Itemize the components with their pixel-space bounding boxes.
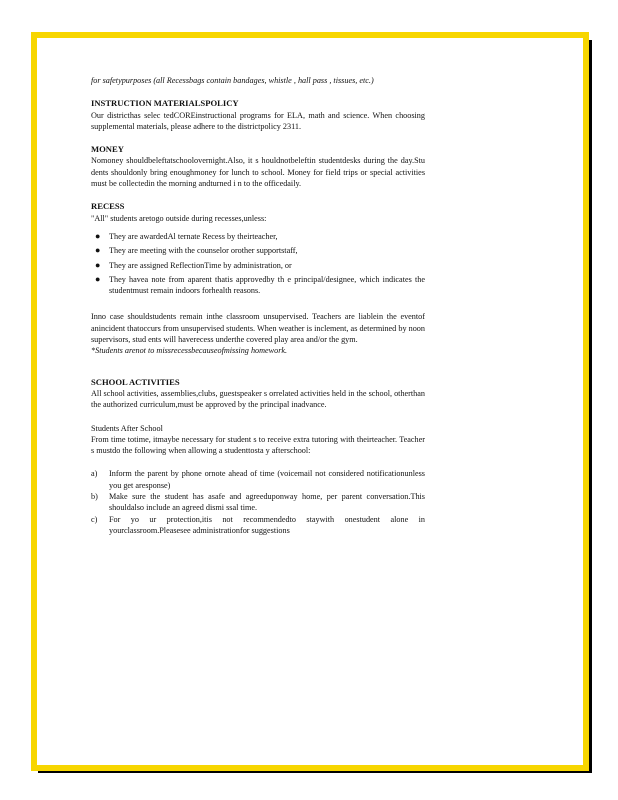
bullet-icon: ● bbox=[95, 259, 101, 270]
section-heading-school-activities: SCHOOL ACTIVITIES bbox=[91, 376, 180, 387]
list-item: ● They are awardedAl ternate Recess by theirteacher, bbox=[95, 230, 278, 241]
after-school-steps-list bbox=[91, 468, 425, 536]
document-content bbox=[91, 75, 425, 536]
list-item: a) Inform the parent by phone ornote ahead of time (voicemail not considered notificationunless you get aresponse) bbox=[91, 469, 425, 490]
list-item: c) For yo ur protection,itis not recommendedto staywith onestudent alone in yourclassroom.Pleasesee administrationfor suggestions bbox=[91, 514, 425, 535]
section-body-money: Nomoney shouldbeleftatschoolovernight.Also, it s houldnotbeleftin studentdesks during the day.Stu dents shouldonly bring enoughmoney for lunch to school. Money for field trips or special activities must be collectedin the morning andturned i n to the officedaily. bbox=[91, 156, 425, 189]
list-item: b) Make sure the student has asafe and agreeduponway home, per parent conversation.This shouldalso include an agreed dismi ssal time. bbox=[91, 492, 425, 513]
recess-supervision-paragraph: Inno case shouldstudents remain inthe classroom unsupervised. Teachers are liablein the eventof anincident thatoccurs from unsupervised students. When weather is inclement, as determined by noon supervisors, stud ents will haverecess underthe covered play area and/or the gym. bbox=[91, 312, 425, 345]
bullet-icon: ● bbox=[95, 273, 101, 284]
list-item: ● They are meeting with the counselor orother supportstaff, bbox=[95, 245, 298, 256]
list-item: ● They havea note from aparent thatis approvedby th e principal/designee, which indicates the studentmust remain indoors forhealth reasons. bbox=[95, 273, 425, 296]
section-heading-after-school: Students After School bbox=[91, 423, 163, 433]
recess-intro: "All" students aretogo outside during recesses,unless: bbox=[91, 213, 267, 223]
bullet-icon: ● bbox=[95, 230, 101, 241]
section-heading-recess: RECESS bbox=[91, 201, 125, 212]
document-page bbox=[31, 32, 589, 771]
recess-homework-note: *Students arenot to missrecessbecauseofmissing homework. bbox=[91, 346, 288, 356]
bullet-icon: ● bbox=[95, 245, 101, 256]
section-heading-money: MONEY bbox=[91, 144, 124, 155]
list-item: ● They are assigned ReflectionTime by administration, or bbox=[95, 259, 292, 270]
section-heading-instruction: INSTRUCTION MATERIALSPOLICY bbox=[91, 98, 239, 109]
section-body-instruction: Our districthas selec tedCOREinstructional programs for ELA, math and science. When choosing supplemental materials, please adhere to the districtpolicy 2311. bbox=[91, 110, 425, 131]
safety-note: for safetypurposes (all Recessbags contain bandages, whistle , hall pass , tissues, etc.) bbox=[91, 76, 374, 85]
recess-conditions-list bbox=[91, 231, 425, 296]
section-body-school-activities: All school activities, assemblies,clubs, guestspeaker s orrelated activities held in the school, otherthan the authorized curriculum,must be approved by the principal inadvance. bbox=[91, 388, 425, 410]
section-body-after-school: From time totime, itmaybe necessary for student s to receive extra tutoring with theirteacher. Teacher s mustdo the following when allowing a studenttosta y afterschool: bbox=[91, 434, 425, 456]
